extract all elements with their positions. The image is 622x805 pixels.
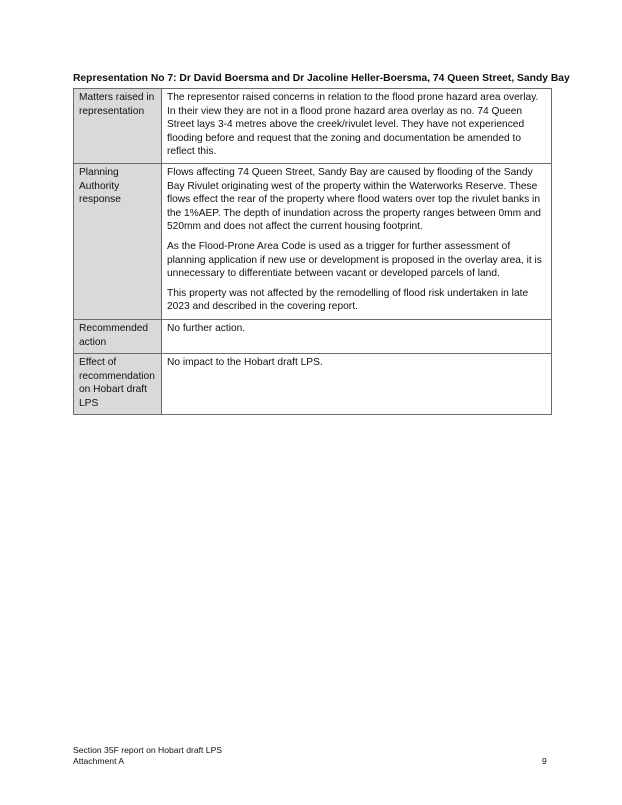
row-content [162,354,552,415]
table-row-effect-of-recommendation [74,354,552,415]
page-number: 9 [542,756,547,766]
row-label: Recommended action [74,320,162,354]
row-paragraph: No impact to the Hobart draft LPS. [167,357,323,368]
row-label: Matters raised in representation [74,89,162,164]
table-row-planning-response [74,164,552,320]
row-content [162,89,552,164]
row-paragraph: This property was not affected by the remodelling of flood risk undertaken in late 2023 and described in the covering report. [167,287,529,313]
row-paragraph: As the Flood-Prone Area Code is used as a trigger for further assessment of planning application if new use or development is proposed in the overlay area, it is unnecessary to differentiate between vacant or developed parcels of land. [167,240,542,280]
row-paragraph: The representor raised concerns in relation to the flood prone hazard area overlay. In their view they are not in a flood prone hazard area overlay as no. 74 Queen Street lays 3-4 metres above the creek/rivulet level. They have not experienced flooding before and request that the zoning and documentation be amended to reflect this. [167,92,539,158]
table-row-matters-raised [74,89,552,164]
representation-table [73,88,552,415]
table-row-recommended-action [74,320,552,354]
representation-heading: Representation No 7: Dr David Boersma and Dr Jacoline Heller-Boersma, 74 Queen Street, Sandy Bay [73,73,570,84]
row-label: Planning Authority response [74,164,162,320]
row-content [162,164,552,320]
page-footer [73,745,222,767]
footer-report-title: Section 35F report on Hobart draft LPS [73,745,223,755]
row-label: Effect of recommendation on Hobart draft LPS [74,354,162,415]
row-content [162,320,552,354]
footer-attachment: Attachment A [73,756,125,766]
row-paragraph: Flows affecting 74 Queen Street, Sandy Bay are caused by flooding of the Sandy Bay Rivulet originating west of the property within the Waterworks Reserve. These flows effect the rear of the property where flood waters over top the rivulet banks in the 1%AEP. The depth of inundation across the property ranges between 0mm and 520mm and does not affect the current housing footprint. [167,167,541,233]
row-paragraph: No further action. [167,323,246,334]
